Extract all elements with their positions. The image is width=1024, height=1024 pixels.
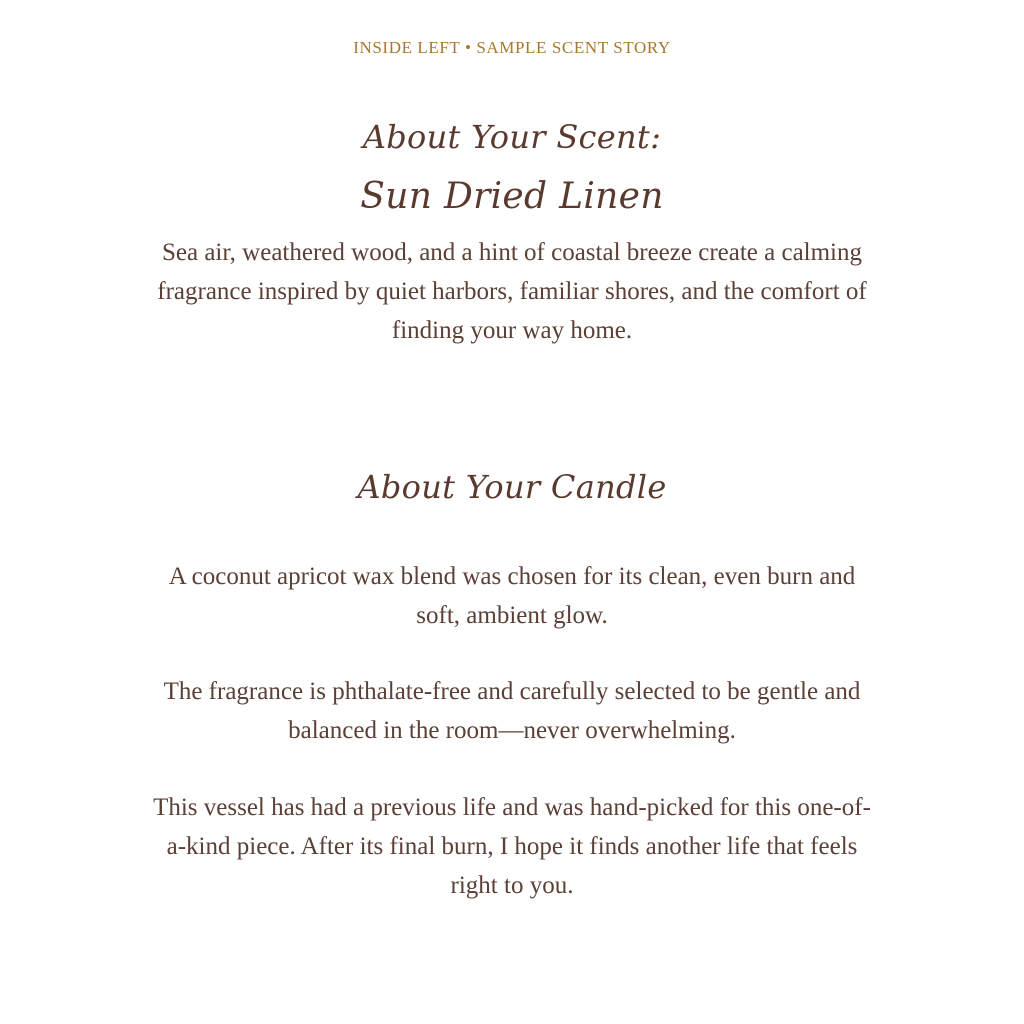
candle-paragraph-vessel: This vessel has had a previous life and was hand-picked for this one-of-a-kind piece. After its final burn, I hope it finds another life that feels right to you. [153, 794, 871, 899]
candle-section-heading: About Your Candle [357, 468, 667, 506]
candle-paragraph-wax: A coconut apricot wax blend was chosen for its clean, even burn and soft, ambient glow. [168, 563, 856, 629]
scent-section-heading: About Your Scent: [362, 118, 662, 156]
candle-paragraph-fragrance: The fragrance is phthalate-free and carefully selected to be gentle and balanced in the room—never overwhelming. [163, 678, 861, 744]
scent-name-title: Sun Dried Linen [360, 176, 664, 217]
page-eyebrow: INSIDE LEFT • SAMPLE SCENT STORY [353, 38, 671, 57]
scent-description: Sea air, weathered wood, and a hint of coastal breeze create a calming fragrance inspired by quiet harbors, familiar shores, and the comfort of finding your way home. [157, 239, 867, 344]
